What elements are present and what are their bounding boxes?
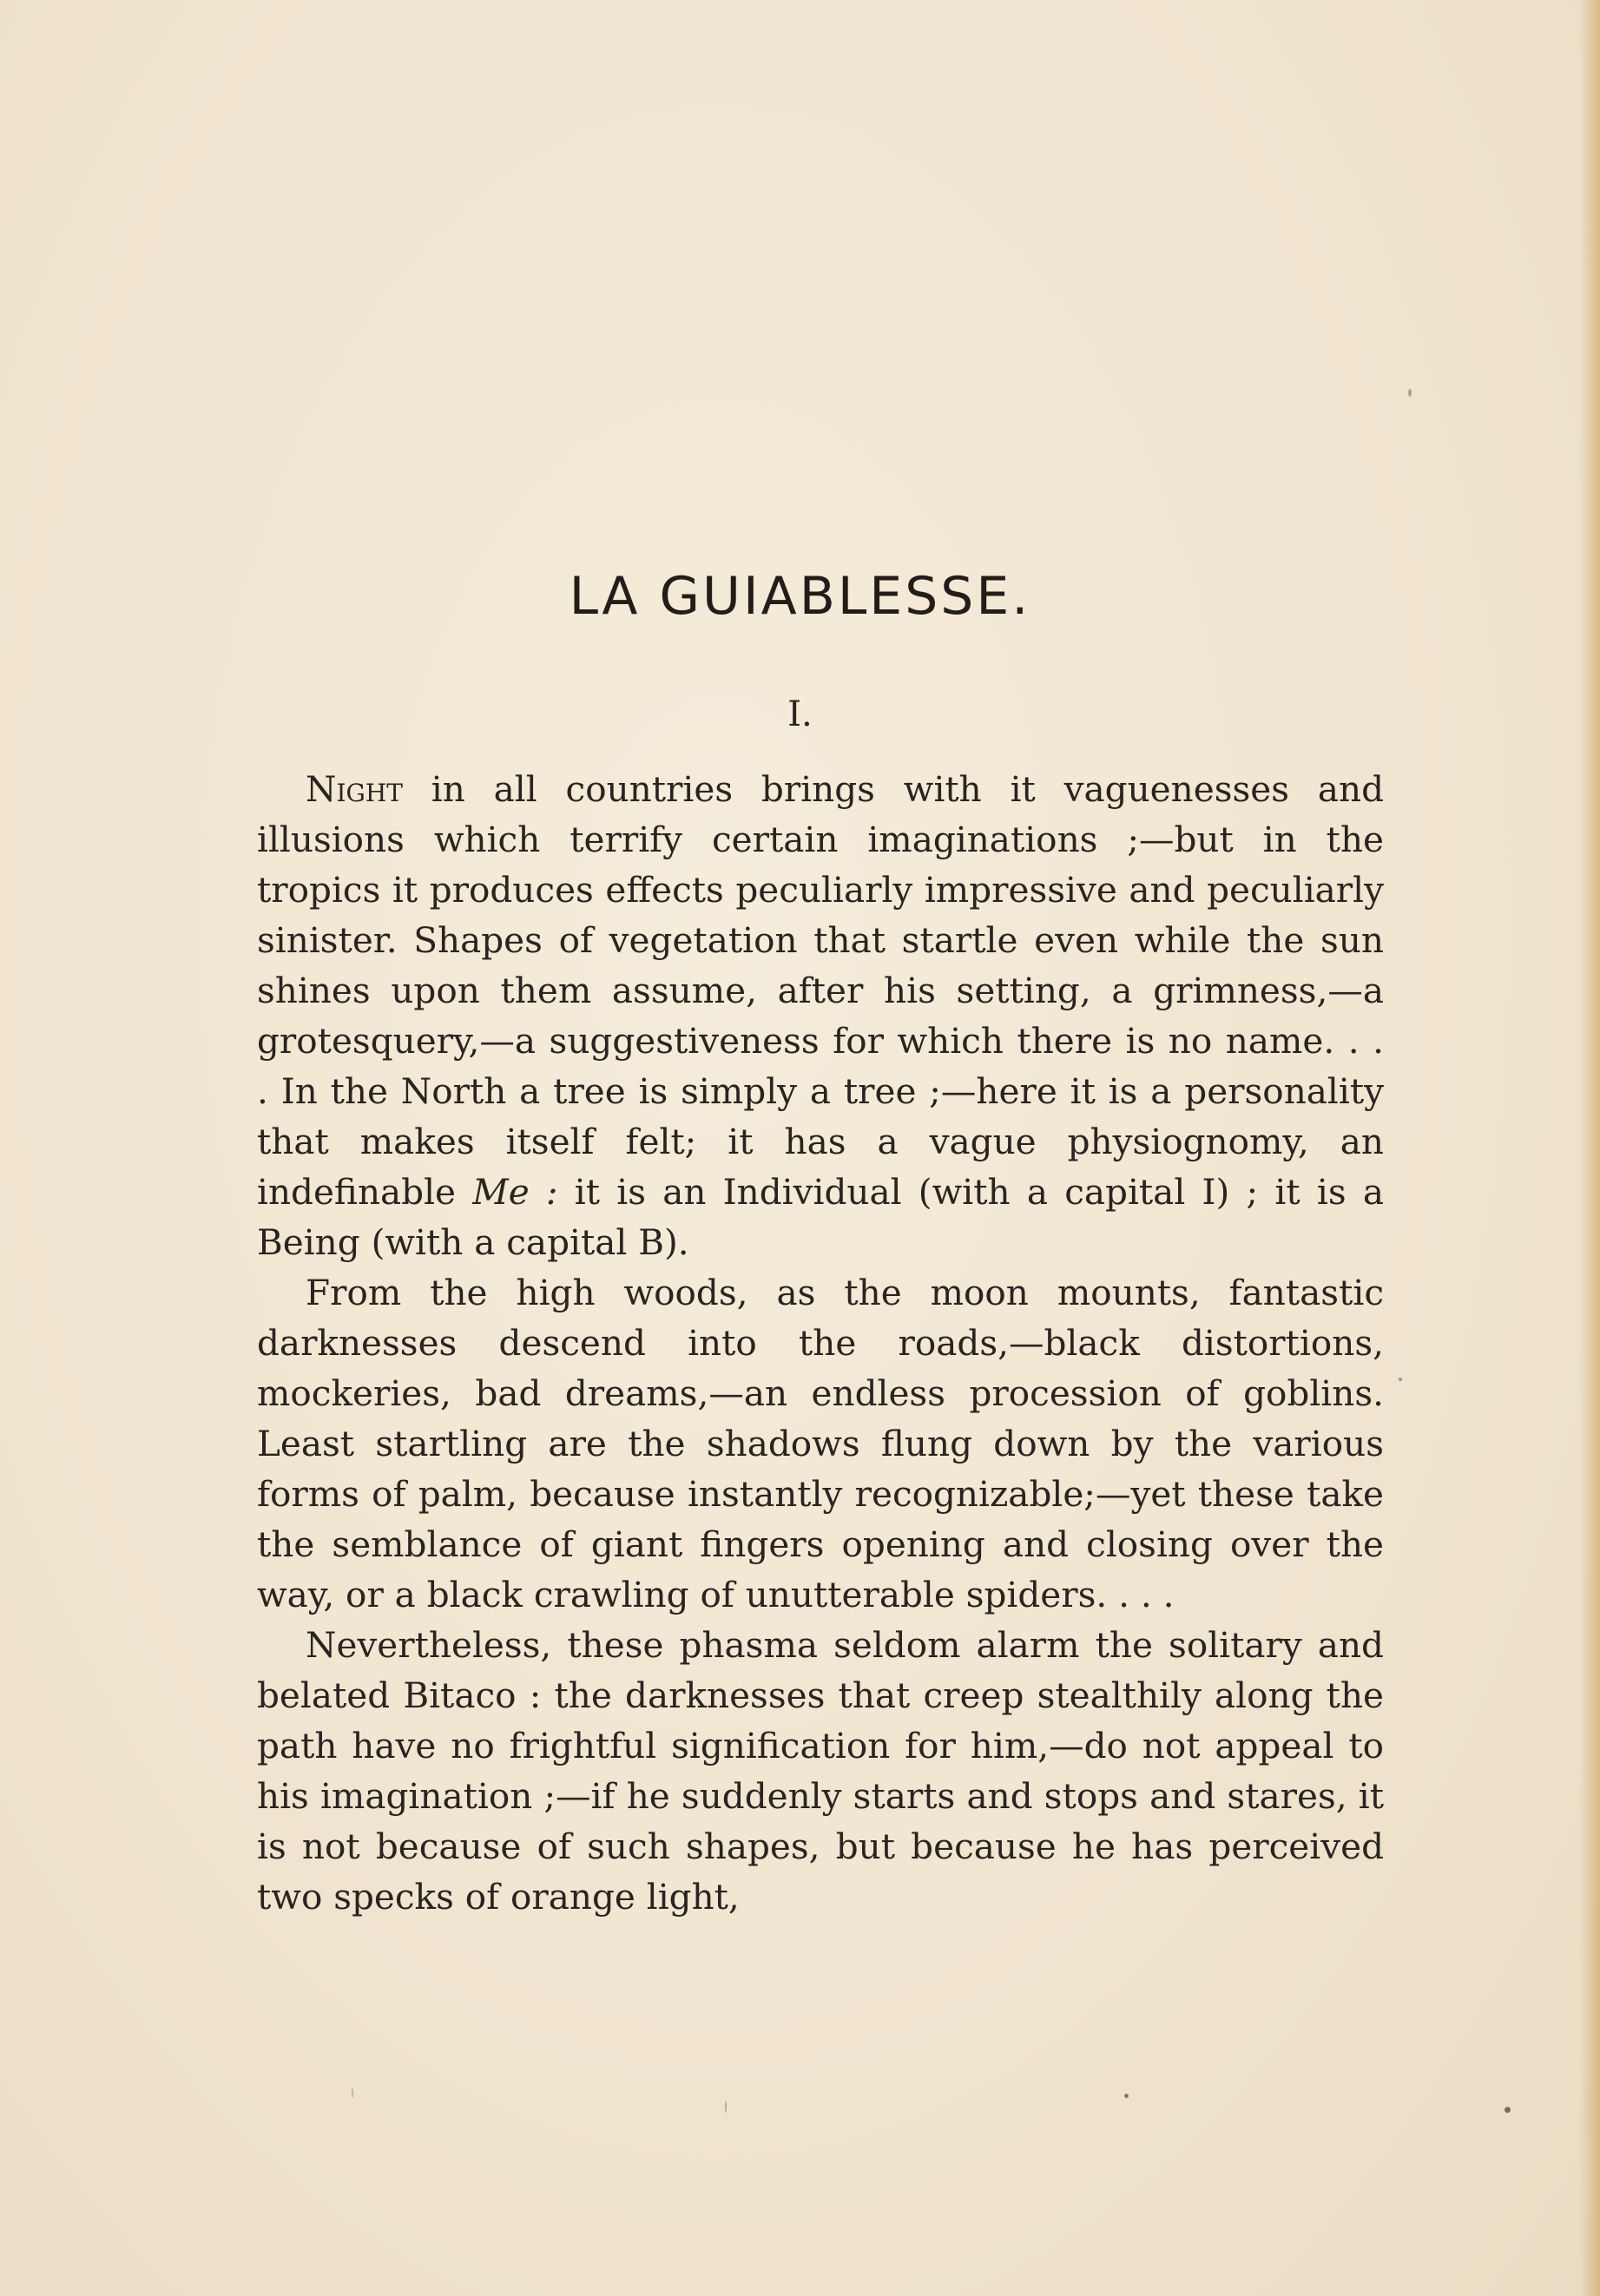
paper-speck	[1124, 2094, 1129, 2098]
paper-speck	[1399, 1378, 1402, 1381]
paper-speck	[1408, 389, 1412, 397]
section-number: I.	[787, 694, 813, 734]
paragraph-1-text-b: it is an Individual (with a capital I) ; it is a Being (with a capital B).	[257, 1171, 1384, 1263]
paper-speck	[1505, 2107, 1511, 2113]
paragraph-1-italic: Me :	[472, 1171, 558, 1213]
paragraph-1	[257, 764, 1384, 1267]
paper-speck	[352, 2088, 353, 2098]
chapter-title: LA GUIABLESSE.	[569, 566, 1031, 627]
body-text	[257, 764, 1384, 1922]
page-edge-shadow	[1579, 0, 1600, 2296]
paper-speck	[725, 2101, 727, 2113]
paragraph-2: From the high woods, as the moon mounts, fantastic darknesses descend into the roads,—black distortions, mockeries, bad dreams,—an endless procession of goblins. Least startling are the shadows flung down by the various forms of palm, because instantly recognizable;—yet these take the semblance of giant fingers opening and closing over the way, or a black crawling of unutterable spiders. . . .	[257, 1272, 1384, 1615]
paragraph-3: Nevertheless, these phasma seldom alarm the solitary and belated Bitaco : the darknesses that creep stealthily along the path have no frightful signification for him,—do not appeal to his imagination ;—if he suddenly starts and stops and stares, it is not because of such shapes, but because he has perceived two specks of orange light,	[257, 1624, 1384, 1918]
paragraph-1-text-a: in all countries brings with it vaguenesses and illusions which terrify certain imaginations ;—but in the tropics it produces effects peculiarly impressive and peculiarly sinister. Shapes of vegetation that startle even while the sun shines upon them assume, after his setting, a grimness,—a grotesquery,—a suggestiveness for which there is no name. . . . In the North a tree is simply a tree ;—here it is a personality that makes itself felt; it has a vague physiognomy, an indefinable	[257, 768, 1384, 1213]
paragraph-1-first-word: Night	[306, 768, 403, 810]
